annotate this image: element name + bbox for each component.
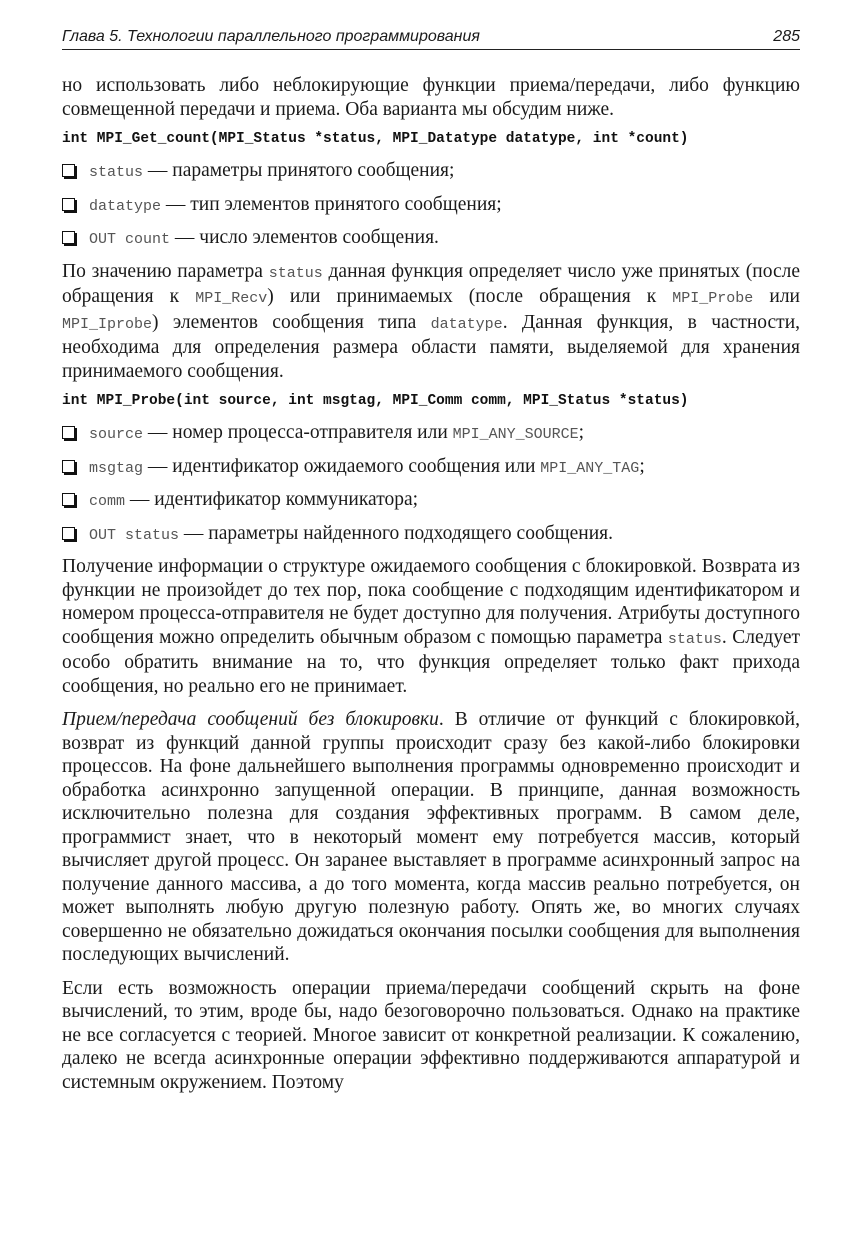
text-run: или xyxy=(753,286,800,307)
param-text: — параметры найденного подходящего сообщения. xyxy=(183,522,614,544)
checkbox-bullet-icon xyxy=(62,164,75,177)
param-code: OUT status xyxy=(89,526,180,544)
probe-params xyxy=(62,421,800,547)
get-count-params xyxy=(62,159,800,252)
param-item xyxy=(62,226,800,252)
checkbox-bullet-icon xyxy=(62,493,75,506)
checkbox-bullet-icon xyxy=(62,460,75,473)
param-item xyxy=(62,159,800,185)
nonblocking-paragraph xyxy=(62,708,800,967)
probe-description xyxy=(62,555,800,698)
inline-code: MPI_Probe xyxy=(672,290,754,307)
text-run: ) или принимаемых (после обращения к xyxy=(267,286,673,307)
constant-code: MPI_ANY_SOURCE xyxy=(452,426,579,443)
get-count-description xyxy=(62,260,800,384)
chapter-title: Глава 5. Технологии параллельного программирования xyxy=(62,28,480,45)
closing-paragraph: Если есть возможность операции приема/передачи сообщений скрыть на фоне вычислений, то этим, вроде бы, надо безоговорочно пользоваться. Однако на практике не все согласуется с теорией. Многое зависит от конкретной реализации. К сожалению, далеко не всегда асинхронные операции эффективно поддерживаются аппаратурой и системным окружением. Поэтому xyxy=(62,977,800,1093)
param-code: datatype xyxy=(89,197,162,215)
inline-code: MPI_Recv xyxy=(195,290,268,307)
constant-code: MPI_ANY_TAG xyxy=(540,459,640,477)
text-run: . В отличие от функций с блокировкой, возврат из функций данной группы происходит сразу без какой-либо блокировки процессов. На фоне дальнейшего выполнения программы одновременно происходит и обработка асинхронно запущенной операции. В принципе, данная возможность исключительно полезна для создания эффективных программ. В самом деле, программист знает, что в некоторый момент ему потребуется массив, который вычисляет другой процесс. Он заранее выставляет в программе асинхронный запрос на получение данного массива, а до того момента, когда массив реально потребуется, он может выполнять любую другую полезную работу. Опять же, во многих случаях совершенно не обязательно дожидаться окончания посылки сообщения для выполнения последующих вычислений. xyxy=(62,709,800,965)
param-item xyxy=(62,488,800,514)
param-item xyxy=(62,421,800,447)
text-run: Получение информации о структуре ожидаемого сообщения с блокировкой. Возврата из функции не произойдет до тех пор, пока сообщение с подходящим идентификатором и номером процесса-отправителя не будет доступно для получения. Атрибуты доступного сообщения можно определить обычным образом с помощью параметра xyxy=(62,556,800,648)
inline-code: MPI_Iprobe xyxy=(62,315,153,333)
page-number: 285 xyxy=(773,28,800,45)
running-head xyxy=(62,28,800,50)
param-code: comm xyxy=(89,493,126,510)
param-text: — параметры принятого сообщения; xyxy=(147,160,455,181)
param-code: status xyxy=(89,164,144,181)
get-count-signature: int MPI_Get_count(MPI_Status *status, MPI_Datatype datatype, int *count) xyxy=(62,131,689,147)
text-run: . Данная функция, в частности, необходима для определения размера области памяти, выделяемой для хранения принимаемого сообщения. xyxy=(62,311,801,382)
checkbox-bullet-icon xyxy=(62,527,75,540)
section-run-in-title: Прием/передача сообщений без блокировки xyxy=(62,709,439,730)
checkbox-bullet-icon xyxy=(62,426,75,439)
param-text: — идентификатор коммуникатора; xyxy=(129,489,419,510)
checkbox-bullet-icon xyxy=(62,198,75,211)
param-text: — идентификатор ожидаемого сообщения или xyxy=(147,455,541,477)
inline-code: datatype xyxy=(430,315,503,333)
param-text: — число элементов сообщения. xyxy=(174,227,439,248)
param-code: msgtag xyxy=(89,459,144,477)
text-run: данная функция определяет число уже принятых (после обращения к xyxy=(62,260,800,307)
inline-code: status xyxy=(268,264,323,282)
book-page xyxy=(62,28,800,1104)
param-tail: ; xyxy=(639,455,645,477)
param-code: source xyxy=(89,426,144,443)
param-code: OUT count xyxy=(89,231,171,248)
param-item xyxy=(62,522,800,548)
param-item xyxy=(62,455,800,481)
text-run: . Следует особо обратить внимание на то, что функция определяет только факт прихода сообщения, но реально его не принимает. xyxy=(62,626,800,697)
text-run: ) элементов сообщения типа xyxy=(152,311,431,333)
checkbox-bullet-icon xyxy=(62,231,75,244)
text-run: По значению параметра xyxy=(62,260,269,282)
param-text: — номер процесса-отправителя или xyxy=(147,422,453,443)
param-tail: ; xyxy=(578,422,585,443)
param-item xyxy=(62,193,800,219)
param-text: — тип элементов принятого сообщения; xyxy=(165,193,502,215)
intro-paragraph: но использовать либо неблокирующие функции приема/передачи, либо функцию совмещенной передачи и приема. Оба варианта мы обсудим ниже. xyxy=(62,75,800,120)
inline-code: status xyxy=(667,630,722,648)
probe-signature: int MPI_Probe(int source, int msgtag, MPI_Comm comm, MPI_Status *status) xyxy=(62,393,689,409)
